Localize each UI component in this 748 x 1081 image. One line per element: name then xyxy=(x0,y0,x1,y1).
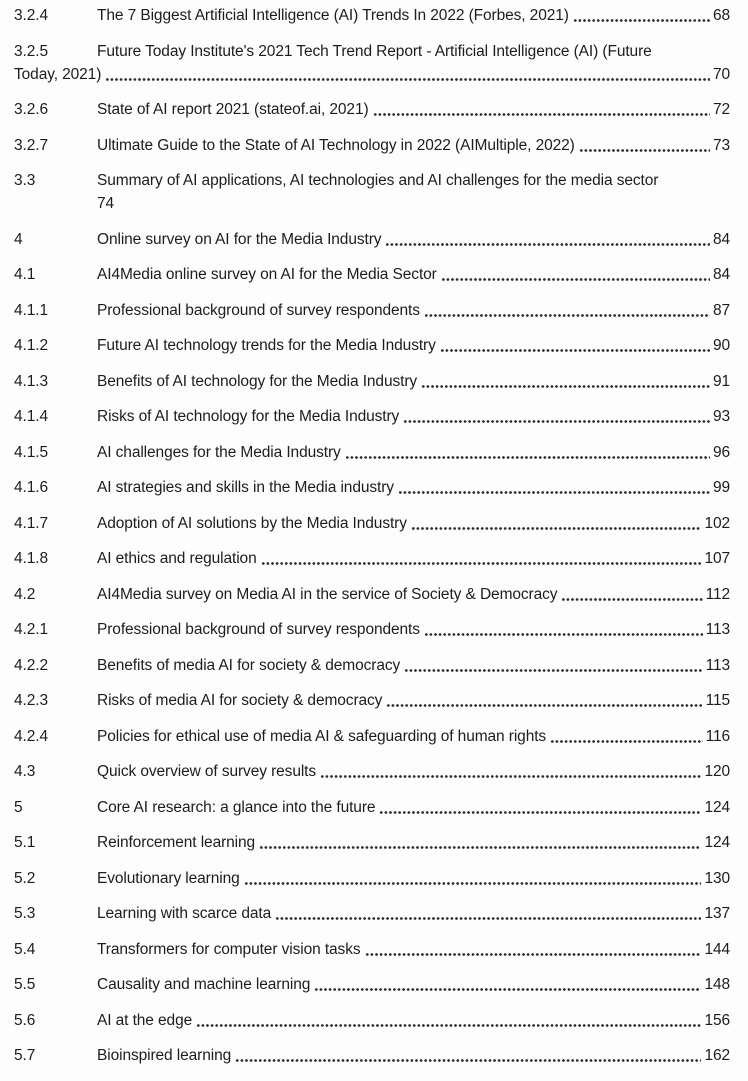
toc-row[interactable] xyxy=(14,334,730,357)
entry-number: 5.6 xyxy=(14,1011,36,1029)
toc-entry xyxy=(14,370,730,393)
page-number: 162 xyxy=(704,1047,730,1064)
toc-entry xyxy=(14,299,730,322)
dot-leader xyxy=(579,134,710,157)
entry-number: 4.2.2 xyxy=(14,656,48,674)
entry-number: 4.1.5 xyxy=(14,443,48,461)
page-number: 124 xyxy=(704,798,730,816)
dot-leader xyxy=(379,796,701,819)
toc-entry xyxy=(14,725,730,748)
entry-title: Ultimate Guide to the State of AI Technology in 2022 (AIMultiple, 2022) xyxy=(97,136,575,154)
page-number: 148 xyxy=(704,976,730,993)
page-number: 144 xyxy=(704,940,730,958)
toc-row[interactable] xyxy=(14,831,730,854)
entry-number: 5.1 xyxy=(14,834,36,851)
toc-entry xyxy=(14,98,730,121)
dot-leader xyxy=(385,228,710,251)
entry-title: State of AI report 2021 (stateof.ai, 2021) xyxy=(97,101,369,118)
entry-title: Risks of AI technology for the Media Industry xyxy=(97,408,400,425)
toc-row[interactable] xyxy=(14,98,730,121)
entry-number: 4.1.6 xyxy=(14,479,48,496)
dot-leader xyxy=(261,547,702,570)
entry-number: 3.2.5 xyxy=(14,42,48,60)
page-number: 70 xyxy=(712,65,730,83)
dot-leader xyxy=(561,583,702,606)
dot-leader xyxy=(421,370,710,393)
toc-entry xyxy=(14,902,730,925)
toc-entry xyxy=(14,654,730,677)
dot-leader xyxy=(424,299,710,322)
page-number: 120 xyxy=(704,763,730,780)
entry-title: Professional background of survey respondents xyxy=(97,301,420,319)
dot-leader xyxy=(424,618,703,641)
entry-title: Online survey on AI for the Media Industry xyxy=(97,230,382,248)
toc-row[interactable] xyxy=(14,476,730,499)
page-number: 96 xyxy=(712,443,730,461)
page-number: 99 xyxy=(712,479,730,496)
entry-title: AI challenges for the Media Industry xyxy=(97,443,341,461)
toc-entry xyxy=(14,760,730,783)
entry-title: Professional background of survey respondents xyxy=(97,621,420,638)
page-number: 137 xyxy=(704,905,730,922)
dot-leader xyxy=(196,1009,701,1032)
page-number: 115 xyxy=(705,692,730,709)
dot-leader xyxy=(403,405,710,428)
dot-leader xyxy=(320,760,701,783)
toc-row[interactable] xyxy=(14,299,730,322)
toc-entry xyxy=(14,4,730,27)
entry-title: Core AI research: a glance into the future xyxy=(97,798,376,816)
entry-title: Evolutionary learning xyxy=(97,869,240,887)
dot-leader xyxy=(550,725,702,748)
toc-entry xyxy=(14,867,730,890)
dot-leader xyxy=(314,973,701,996)
dot-leader xyxy=(404,654,702,677)
entry-number: 4 xyxy=(14,230,23,248)
page-number: 102 xyxy=(704,514,730,532)
dot-leader xyxy=(244,867,702,890)
entry-number: 3.2.7 xyxy=(14,136,48,154)
dot-leader xyxy=(235,1044,701,1067)
entry-number: 4.1 xyxy=(14,266,36,283)
entry-title: AI ethics and regulation xyxy=(97,550,257,567)
dot-leader xyxy=(573,4,710,27)
toc-row[interactable] xyxy=(14,405,730,428)
dot-leader xyxy=(398,476,710,499)
entry-title: Summary of AI applications, AI technologies and AI challenges for the media sector xyxy=(97,172,659,189)
entry-title: Policies for ethical use of media AI & safeguarding of human rights xyxy=(97,727,547,745)
dot-leader xyxy=(373,98,710,121)
toc-entry xyxy=(14,618,730,641)
page-number: 68 xyxy=(712,7,730,24)
dot-leader xyxy=(440,334,710,357)
entry-number: 4.1.3 xyxy=(14,372,48,390)
toc-row[interactable] xyxy=(14,938,730,961)
toc-entry xyxy=(14,938,730,961)
dot-leader xyxy=(365,938,702,961)
entry-number: 4.1.4 xyxy=(14,408,48,425)
toc-row[interactable] xyxy=(14,40,730,63)
toc-row[interactable] xyxy=(14,512,730,535)
toc-row[interactable] xyxy=(14,134,730,157)
page-number: 72 xyxy=(712,101,730,118)
toc-row[interactable] xyxy=(14,192,730,215)
toc-entry xyxy=(14,263,730,286)
entry-title: AI4Media online survey on AI for the Media Sector xyxy=(97,266,437,283)
toc-row[interactable] xyxy=(14,1009,730,1032)
page-number: 124 xyxy=(704,834,730,851)
toc-row[interactable] xyxy=(14,4,730,27)
entry-number: 3.2.6 xyxy=(14,101,48,118)
entry-title: Future AI technology trends for the Media Industry xyxy=(97,337,436,354)
entry-title: Learning with scarce data xyxy=(97,905,272,922)
entry-number: 5.2 xyxy=(14,869,36,887)
toc-entry xyxy=(14,476,730,499)
entry-number: 4.1.2 xyxy=(14,337,48,354)
toc-row[interactable] xyxy=(14,725,730,748)
entry-number: 5.4 xyxy=(14,940,36,958)
entry-number: 3.2.4 xyxy=(14,7,48,24)
toc-entry xyxy=(14,512,730,535)
page-number: 156 xyxy=(704,1011,730,1029)
entry-number: 4.2.1 xyxy=(14,621,48,638)
page-number: 113 xyxy=(705,656,730,674)
toc-row[interactable] xyxy=(14,867,730,890)
entry-title: Today, 2021) xyxy=(14,65,102,83)
entry-title: Bioinspired learning xyxy=(97,1047,232,1064)
entry-title: Adoption of AI solutions by the Media Industry xyxy=(97,514,407,532)
toc-row[interactable] xyxy=(14,370,730,393)
entry-number: 4.2.3 xyxy=(14,692,48,709)
entry-title: Risks of media AI for society & democracy xyxy=(97,692,383,709)
entry-number: 3.3 xyxy=(14,172,36,189)
entry-title: Quick overview of survey results xyxy=(97,763,317,780)
entry-title: Benefits of AI technology for the Media Industry xyxy=(97,372,418,390)
toc-entry xyxy=(14,405,730,428)
toc-entry xyxy=(14,134,730,157)
toc-entry xyxy=(14,228,730,251)
entry-number: 4.3 xyxy=(14,763,36,780)
page-number: 87 xyxy=(712,301,730,319)
entry-number: 4.2.4 xyxy=(14,727,48,745)
toc-entry xyxy=(14,796,730,819)
entry-number: 4.1.8 xyxy=(14,550,48,567)
page-number: 73 xyxy=(712,136,730,154)
entry-number: 5.7 xyxy=(14,1047,36,1064)
page-number: 90 xyxy=(712,337,730,354)
toc-row[interactable] xyxy=(14,263,730,286)
entry-title: The 7 Biggest Artificial Intelligence (AI) Trends In 2022 (Forbes, 2021) xyxy=(97,7,569,24)
toc-row[interactable] xyxy=(14,760,730,783)
toc-entry xyxy=(14,1009,730,1032)
entry-number: 5.5 xyxy=(14,976,36,993)
toc-row[interactable] xyxy=(14,689,730,712)
page-number: 116 xyxy=(705,727,730,745)
page-number: 107 xyxy=(704,550,730,567)
dot-leader xyxy=(386,689,702,712)
entry-title: Benefits of media AI for society & democracy xyxy=(97,656,401,674)
dot-leader xyxy=(259,831,701,854)
toc-row[interactable] xyxy=(14,228,730,251)
page-number: 84 xyxy=(712,266,730,283)
entry-title: AI at the edge xyxy=(97,1011,193,1029)
dot-leader xyxy=(441,263,710,286)
toc-row[interactable] xyxy=(14,63,730,86)
page-number: 84 xyxy=(712,230,730,248)
entry-number: 4.1.7 xyxy=(14,514,48,532)
page-number: 113 xyxy=(705,621,730,638)
dot-leader xyxy=(275,902,701,925)
page-number: 93 xyxy=(712,408,730,425)
toc-row[interactable] xyxy=(14,169,730,192)
toc-entry xyxy=(14,1044,730,1067)
entry-title: Reinforcement learning xyxy=(97,834,256,851)
dot-leader xyxy=(411,512,702,535)
dot-leader xyxy=(105,63,710,86)
toc-row[interactable] xyxy=(14,1044,730,1067)
entry-title: AI strategies and skills in the Media industry xyxy=(97,479,394,496)
toc-entry xyxy=(14,547,730,570)
page-number: 130 xyxy=(704,869,730,887)
toc-row[interactable] xyxy=(14,796,730,819)
toc xyxy=(14,4,730,1067)
entry-number: 5.3 xyxy=(14,905,36,922)
page-number: 91 xyxy=(712,372,730,390)
toc-entry xyxy=(14,40,730,86)
dot-leader xyxy=(345,441,710,464)
entry-title: Transformers for computer vision tasks xyxy=(97,940,361,958)
toc-row[interactable] xyxy=(14,654,730,677)
toc-entry xyxy=(14,441,730,464)
toc-entry xyxy=(14,169,730,215)
toc-entry xyxy=(14,583,730,606)
entry-title: Causality and machine learning xyxy=(97,976,311,993)
entry-number: 4.2 xyxy=(14,585,36,603)
toc-row[interactable] xyxy=(14,441,730,464)
entry-number: 5 xyxy=(14,798,23,816)
toc-entry xyxy=(14,973,730,996)
toc-entry xyxy=(14,689,730,712)
entry-number: 4.1.1 xyxy=(14,301,48,319)
toc-row[interactable] xyxy=(14,973,730,996)
toc-row[interactable] xyxy=(14,902,730,925)
toc-row[interactable] xyxy=(14,547,730,570)
toc-entry xyxy=(14,334,730,357)
entry-title: 74 xyxy=(97,195,115,212)
page-number: 112 xyxy=(705,585,730,603)
entry-title: Future Today Institute's 2021 Tech Trend Report - Artificial Intelligence (AI) (Future xyxy=(97,42,652,60)
entry-title: AI4Media survey on Media AI in the service of Society & Democracy xyxy=(97,585,558,603)
toc-row[interactable] xyxy=(14,618,730,641)
toc-entry xyxy=(14,831,730,854)
toc-row[interactable] xyxy=(14,583,730,606)
